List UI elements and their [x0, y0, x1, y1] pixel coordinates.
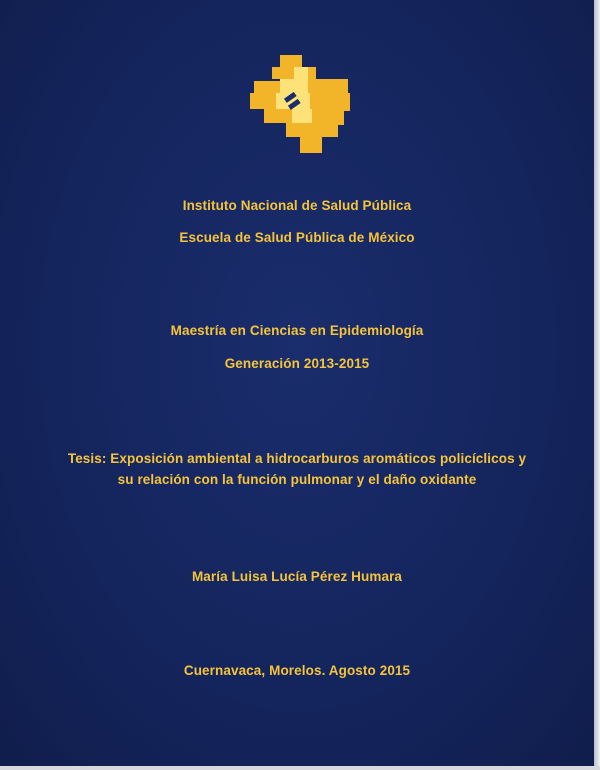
author-name: María Luisa Lucía Pérez Humara [191, 569, 403, 584]
institution-name: Instituto Nacional de Salud Pública [182, 198, 412, 213]
thesis-title-line-2: su relación con la función pulmonar y el daño oxidante [117, 472, 477, 487]
institution-logo-icon [250, 55, 352, 155]
degree-program: Maestría en Ciencias en Epidemiología [170, 323, 424, 338]
cover-bottom-edge [0, 766, 600, 770]
thesis-title-line-1: Tesis: Exposición ambiental a hidrocarburos aromáticos policíclicos y [67, 451, 527, 466]
generation: Generación 2013-2015 [224, 356, 370, 371]
cover-right-edge [594, 0, 600, 770]
place-and-date: Cuernavaca, Morelos. Agosto 2015 [183, 663, 411, 678]
school-name: Escuela de Salud Pública de México [179, 230, 415, 245]
